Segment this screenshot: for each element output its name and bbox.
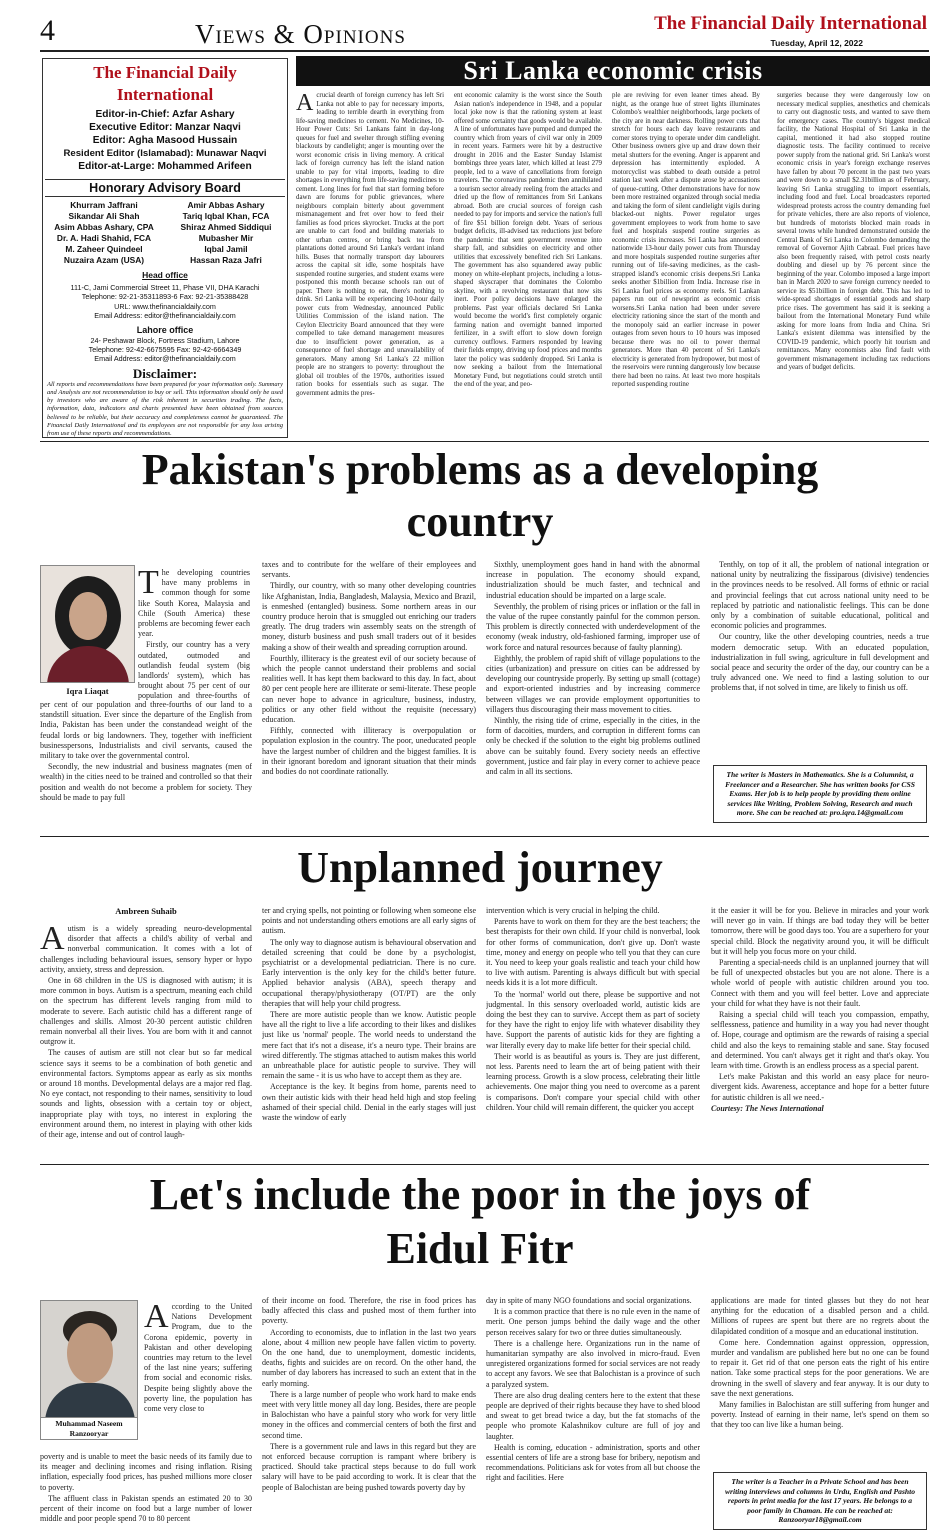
column-text: ple are reviving for even leaner times ahead. By night, as the orange hue of street lights illuminates Colombo's wealthier neighborhoods, large pockets of the city are in near darkness. Rolling power cuts that stretch for hours each day leave restaurants and corner stores trying to operate under dim candlelight. Other business owners give up and draw down their metal shutters for the evening. Anger is apparent and depression has intermittently exploded. A motorcyclist was stabbed to death outside a petrol station last week after a dispute arose by accusations of queue-cutting. Other demonstrations have for now been more restrained organized through social media and taking the form of silent candlelight vigils during blacked-out nights. Power regulator urges government employees to work from home to save fuel and hospitals suspend routine surgeries as economic crisis increases. Sri Lanka has announced nationwide 13-hour daily power cuts from Thursday and more hospitals suspended routine surgeries after running out of life-saving medicines, as the cash-strapped island's economic crisis deepens.Sri Lanka seeks another $1billion from India. Increase rise in Sri Lanka fuel prices as economy reels. Sri Lankan papers run out of newsprint as economic crisis worsens.Sri Lanka nation had been under severe electricity rationing since the start of the month and the monopoly said an earlier increase in power outages from seven hours to 10 hours was imposed because there was no oil to power thermal generators. More than 40 percent of Sri Lanka's electricity is generated from hydropower, but most of the reservoirs were running dangerously low because there had been no rains. At least two more hospitals reported suspending routine — [612, 92, 760, 388]
column-text: of their income on food. Therefore, the rise in food prices has badly affected this class and pushed most of them further into poverty. — [262, 1296, 476, 1326]
editor-line: Editor: Agha Masood Hussain — [92, 135, 238, 146]
article-column — [486, 560, 700, 832]
column-text: Seventhly, the problem of rising prices or inflation or the fall in the value of the rupee constantly painful for the common person. This problem is directly connected with underdevelopment of the economy (weak industry, old-fashioned farming, improper use of work force and natural resources because of faulty planning). — [486, 601, 700, 652]
article-column — [138, 568, 250, 700]
column-text: Secondly, the new industrial and business magnates (men of wealth) in the cities need to be trained and controlled so that their position and wealth do not become a problem for society. They should be made to pay full — [40, 762, 252, 802]
article-column — [144, 1302, 252, 1452]
board-members — [43, 200, 287, 266]
article-column — [612, 92, 760, 437]
article-column — [262, 906, 476, 1160]
board-member: Sikandar Ali Shah — [68, 211, 140, 221]
column-text: According to economists, due to inflation in the last two years alone, about 4 million new people have fallen victim to poverty. On the one hand, due to unemployment, domestic incidents, deaths, fights and suicides are on record. On the other hand, the number of day laborers has increased to such an extent that in the early morning. — [262, 1327, 476, 1388]
writer-bio: The writer is Masters in Mathematics. She is a Columnist, a Freelancer and a Researcher. She has written books for CSS Exams. Her job is to help people by providing them online services like Writing, Problem Solving, Research and much more. She can be reached at: pro.iqra.14@gmail.com — [713, 765, 927, 823]
column-text: Fifthly, connected with illiteracy is overpopulation or population explosion in the country. The poor, uneducated people have the largest number of children and the biggest families. It is in their ignorant boredom and ignorant situation that their minds and bodies do not coordinate rationally. — [262, 726, 476, 777]
address-line: 111-C, Jami Commercial Street 11, Phase VII, DHA Karachi — [70, 283, 260, 292]
column-text: intervention which is very crucial in helping the child. — [486, 906, 660, 915]
editors-list — [43, 108, 287, 173]
column-text: Many families in Balochistan are still suffering from hunger and poverty. Instead of earning in their name, let's spend on them so that they too can live like a human being. — [711, 1400, 929, 1430]
article-column — [40, 700, 252, 832]
column-text: There are also drug dealing centers here to the extent that these people are deprived of their rights because they have to shed blood and sweat to get bread twice a day, but the fat stomachs of the people who promote Kalashnikov culture are full of joy and laughter. — [486, 1390, 700, 1441]
lahore-office-info — [43, 336, 287, 364]
issue-date: Tuesday, April 12, 2022 — [770, 38, 863, 48]
address-line: 24- Peshawar Block, Fortress Stadium, Lahore — [90, 335, 240, 345]
column-text: Fourthly, illiteracy is the greatest evil of our society because of which the people cannot understand their problems and social realities well. It has kept them backward to this day. In fact, about 80 per cent people here are illiterate or semi-literate. These people can never hope to advance in agriculture, business, industry, politics or any other field without the requisite (necessary) education. — [262, 653, 476, 725]
article-column — [711, 560, 929, 760]
drop-cap: A — [40, 924, 65, 957]
unplanned-journey-headline: Unplanned journey — [297, 843, 663, 892]
column-text: Parents have to work on them for they are the best teachers; the best therapists for their own child. If your child is nonverbal, look for other forms of communication, don't give up. Don't waste time, money and energy on people who tell you that they can cure it. You need to keep your goals realistic and teach your child how to live with autism. Parenting is always difficult but with special needs kids it is a lot more difficult. — [486, 917, 700, 988]
column-text: One in 68 children in the US is diagnosed with autism; it is more common in boys. Autism is a spectrum, meaning each child on the spectrum has different levels ranging from mild to moderate to severe. Each autistic child has a different range of challenges and skills. Almost 20-30 percent autistic children remain nonverbal all their lives. You are born with it and cannot outgrow it. — [40, 976, 252, 1047]
column-text: Eighthly, the problem of rapid shift of village populations to the cities (urbanization) and pressure on cities can be addressed by developing our countryside properly. By setting up small (cottage) and export-oriented industries and by increasing commerce between villages we can provide employment opportunities to villagers thus discouraging their mass movement to cities. — [486, 653, 700, 714]
lead-text: he developing countries have many problems in common though for some like South Korea, Malaysia and Chile (South America) these problems are becoming fewer each year. — [138, 568, 250, 639]
board-member: Tariq Iqbal Khan, FCA — [182, 211, 270, 221]
board-member: Nuzaira Azam (USA) — [63, 255, 145, 265]
board-member: M. Zaheer Quindeel — [65, 244, 143, 254]
article-column — [711, 1296, 929, 1466]
editor-line: Resident Editor (Islamabad): Munawar Naqvi — [63, 148, 267, 159]
column-text: Health is coming, education - administration, sports and other essential centers of life are a strong base for bribery, nepotism and recommendations. Politicians ask for votes from all but choose the right and facilities. Here — [486, 1442, 700, 1483]
article-column — [296, 92, 444, 437]
masthead: The Financial Daily International — [654, 13, 927, 34]
article-column — [262, 560, 476, 832]
drop-cap: T — [138, 568, 159, 601]
column-text: taxes and to contribute for the welfare of their employees and servants. — [262, 560, 476, 580]
author-name: Muhammad Naseem Ranzooryar — [40, 1418, 138, 1440]
column-text: Tenthly, on top of it all, the problem of national integration or national unity by neutralizing the fissiparous (divisive) tendencies in the provinces needs to be resolved. All forms of ethnic or racial and provincial feelings that cut across national unity need to be replaced by patriotic and nationalistic feelings. This can be done only by a combination of suitable educational, political and economic policies and programmes. — [711, 560, 929, 631]
column-text: The affluent class in Pakistan spends an estimated 20 to 30 percent of their income on food but a large number of lower middle and poor people spend 70 to 80 percent — [40, 1493, 252, 1524]
column-text: It is a common practice that there is no rule even in the name of merit. One person jumps behind the daily wage and the other person receives salary for two or three duties simultaneously. — [486, 1307, 700, 1337]
column-text: Raising a special child will teach you compassion, empathy, selflessness, patience and humility in a way you had never thought of. Hope, courage and optimism are the rewards of raising a special child and also the keys to remaining stable and sane. Stay focused and determined. You can't always get it right and that's okay. You learn with time. Growth is an endless process as a special parent. — [711, 1010, 929, 1071]
article-column — [486, 906, 700, 1160]
address-line: Email Address: editor@thefinancialdaily.com — [94, 354, 236, 364]
author-photo — [40, 1300, 138, 1418]
column-text: ent economic calamity is the worst since the South Asian nation's independence in 1948, and a popular local joke now is that the rationing system at least offered some certainty that goods would be available. A line of unfortunates have pumped and dumped the country which from years of civil war only in 2009 in recent years. Farmers were hit by a destructive drought in 2016 and the Easter Sunday Islamist bombings three years later, which killed at least 279 people, led to a wave of cancellations from foreign travelers. The coronavirus pandemic then annihilated a tourism sector already reeling from the attacks and dried up the flow of remittances from Sri Lankans abroad. Both are crucial sources of foreign cash needed to pay for imports and service the nation's full of fire $51 billion foreign debt. Years of serious budget deficits, ill-advised tax reductions just before the pandemic that sent government revenue into sharp fall, and subsidies on electricity and other utilities that excessively benefited rich Sri Lankans. The government has also squandered away public money on white-elephant projects, including a lotus-shaped skyscraper that dominates the Colombo skyline, with a revolving restaurant that now sits inert. Poor policy decisions have enlarged the problems. Past year officials declared Sri Lanka would become the world's first completely organic farming nation and overnight banned imported fertilizer, in a swift effort to slow down foreign currency outflows. Farmers responded by leaving their fields empty, driving up food prices and months later the policy was suddenly dropped. Sri Lanka is now seeking a bailout from the International Monetary Fund, but negotiations could stretch until the end of the year, and peo- — [454, 92, 602, 388]
sri-lanka-headline: Sri Lanka economic crisis — [296, 56, 930, 86]
column-text: Parenting a special-needs child is an unplanned journey that will be full of unexpected obstacles but you are not alone. There is a whole world of people with autistic children around you too. Connect with them and you will feel better. Love and appreciate your child for what they have is not their fault. — [711, 958, 929, 1008]
board-title: Honorary Advisory Board — [45, 179, 285, 197]
address-line: URL: www.thefinancialdaily.com — [114, 301, 216, 311]
column-text: Sixthly, unemployment goes hand in hand with the abnormal increase in population. The economy should expand, industrialization should be much faster, and technical and industrial education should be imparted on a large scale. — [486, 560, 700, 600]
drop-cap: A — [144, 1302, 169, 1335]
author-name: Ambreen Suhaib — [115, 906, 177, 916]
column-text: Come here. Condemnation against oppression, oppression, murder and vandalism are published here but no one can be found to repair it. Get rid of that one person eats the right of his entire nation. Take some practical steps for the poor generations. We are drowning in the swell of slavery and fear anyway. It is our duty to save the next generations. — [711, 1337, 929, 1398]
column-text: applications are made for tinted glasses but they do not hear anything for the education of a disabled person and a child. Millions of rupees are spent but there are no regrets about the dilapidated condition of a mosque and an educational institution. — [711, 1296, 929, 1336]
board-member: Shiraz Ahmed Siddiqui — [180, 222, 272, 232]
editor-line: Editor-at-Large: Mohammed Arifeen — [78, 161, 252, 172]
column-text: The only way to diagnose autism is behavioural observation and detailed screening that could be done by a psychologist, psychiatrist or a developmental pediatrician. There is no cure. Early intervention is the only key for the child's better future. Applied behavior analysis (ABA), speech therapy and occupational therapy/physiotherapy (OT/PT) are the only therapies that will help your child progress. — [262, 937, 476, 1008]
column-text: it the easier it will be for you. Believe in miracles and your work will never go in vain. If things are bad today they will be better tomorrow, there will be good days too. You are a superhero for your special child. Block the negativity around you, it will be difficult but it will help you focus more on your child. — [711, 906, 929, 956]
column-text: day in spite of many NGO foundations and social organizations. — [486, 1296, 692, 1305]
column-text: Thirdly, our country, with so many other developing countries like Afghanistan, India, Bangladesh, Malaysia, Mexico and Brazil, is enmeshed (entangled) business. Some northern areas in our country produce heroin that is smuggled out enriching our traders greatly. The drug traders win assembly seats on the strength of money, disturb business and push small traders out of it besides making a show of their wealth and spreading corruption around. — [262, 581, 476, 652]
lead-text: ccording to the United Nations Development Program, due to the Corona epidemic, poverty in Pakistan and other developing countries may return to the level of the last nine years; suffering from social and economic risks. Despite being slightly above the poverty line, the population has come very close to — [144, 1302, 252, 1414]
head-office-title: Head office — [142, 270, 188, 280]
board-member: Amir Abbas Ashary — [187, 200, 265, 210]
board-member: Hassan Raza Jafri — [190, 255, 262, 265]
article-column — [40, 1452, 252, 1532]
article-column — [454, 92, 602, 437]
courtesy: Courtesy: The News International — [711, 1103, 824, 1113]
column-text: The causes of autism are still not clear but so far medical science says it seems to be a combination of both genetic and environmental factors. Symptoms appear as early as six months or around 18 months. Developmental delays are a major red flag. No eye contact, not responding to their names, sensitivity to loud sounds and lights, obsession with a certain toy or object, inappropriate play with toys, no interest in exploring the environment around them, no interest in playing with other kids of their age, intense and out of control laugh- — [40, 1048, 252, 1140]
section-title: Views & Opinions — [195, 19, 406, 49]
author-name: Iqra Liaqat — [66, 686, 109, 696]
column-text: crucial dearth of foreign currency has left Sri Lanka not able to pay for necessary imports, leading to terrible dearth in everything from life-saving medicines to cement. No Medicines, 10-Hour Power Cuts: Sri Lankans faint in day-long queues for fuel and swelter through stifling evening blackouts by candlelight; anger is mounting over the worst economic crisis in living memory. A critical lack of foreign currency has left the island nation unable to pay for vital imports, leading to dire shortages in everything from life-saving medicines to cement. Long lines for fuel that start forming before dawn are forums for public grievances, where neighbours complain bitterly about government mismanagement and fret over how to feed their families as food prices skyrocket. Trucks at the port are unable to cart food and building materials to other urban centres, or bring back tea from plantations dotted around Sri Lanka's verdant inland hills. Buses that normally transport day labourers across the capital sit idle, some hospitals have suspended routine surgeries, and student exams were postponed this month because schools ran out of paper. There is nothing to eat, there's nothing to drink. Sri Lanka will be experiencing 10-hour daily power cuts from Wednesday, announced Public Utilities Commission of the island nation. The Ceylon Electricity Board announced that they were compelled to take demand management measures due to insufficient power generation, as a consequence of fuel shortage and unavailability of generators. Many among Sri Lanka's 22 million people are no strangers to poverty: throughout the global oil troubles of the 1970s, authorities issued ration books for essentials such as sugar. The government admits the pres- — [296, 92, 444, 397]
editor-line: Editor-in-Chief: Azfar Ashary — [95, 109, 235, 120]
address-line: Telephone: 92-42-6675595 Fax: 92-42-6664349 — [88, 345, 242, 355]
article-column — [486, 1296, 700, 1532]
board-member: Mubasher Mir — [198, 233, 254, 243]
sidebar-box — [42, 58, 288, 438]
column-text: Their world is as beautiful as yours is. They are just different, not less. Parents need to learn the art of being patient with their learning process. Growth is a slow process, celebrating their little achievements. One major thing you need to overcome as a parent is comparisons. Don't compare your special child with other children. Your child will remain different, the quicker you accept — [486, 1051, 700, 1112]
editor-line: Executive Editor: Manzar Naqvi — [89, 122, 241, 133]
column-text: surgeries because they were dangerously low on necessary medical supplies, anesthetics and chemicals to carry out diagnostic tests, and wanted to save them for emergency cases. The country's biggest medical facility, the National Hospital of Sri Lanka in the capital, mentioned it had also stopped routine diagnostic tests. The facility continued to receive power supply from the national grid. Sri Lanka's worst economic crisis in year's foreign exchange reserves have fallen by about 70 percent in the past two years and were down to a small $2.31billion as of February, leaving Sri Lanka struggling to import essentials, including food and fuel. Local broadcasters reported widespread protests across the country demanding fuel for private vehicles, there are also reports of violence, but hundreds of motorists blocked main roads in several towns while hundred demonstrated outside the Central Bank of Sri Lanka in Colombo demanding the removal of Governor Ajith Cabraal. Fuel prices have also been frequently raised, with petrol costs nearly doubling and diesel up by 76 percent since the beginning of the year. Colombo imposed a large import ban in March 2020 to save foreign currency needed to service its $51billion in foreign debt. This has led to wide-spread shortages of essential goods and sharp price rises. The government has said it is seeking a bailout from the International Monetary Fund while asking for more loans from India and China. Sri Lanka's existent dilemma was intensified by the COVID-19 pandemic, which poorly hit tourism and remittances. Many economists also find fault with government mismanagement including tax reductions and years of budget deficits. — [777, 92, 930, 371]
address-line: Email Address: editor@thefinancialdaily.com — [94, 311, 236, 321]
column-text: Our country, like the other developing countries, needs a true modern democratic setup. With an educated population, industrialization in full swing, agriculture in full development and social peace and security the order of the day, our country can be a truly advanced one. We need to find a lasting solution to our problems that, if not solved in time, are likely to finish us off. — [711, 632, 929, 693]
column-text: There are more autistic people than we know. Autistic people have all the right to live a life according to their likes and dislikes just like us 'normal' people. The world needs to understand the mere fact that it's not a disease, it's a neuro type. Their brains are wired differently. The stigmas attached to autism makes this world an unbreathable place for autistic people to survive. They will remain the same - it is us who have to accept them as they are. — [262, 1010, 476, 1081]
head-office-info — [43, 283, 287, 321]
column-text: ter and crying spells, not pointing or following when someone else points and not understanding others emotions are all early signs of autism. — [262, 906, 476, 936]
board-member: Dr. A. Hadi Shahid, FCA — [56, 233, 152, 243]
writer-bio: The writer is a Teacher in a Private School and has been writing interviews and columns in Urdu, English and Pashto reports in print media for the last 17 years. He belongs to a poor family in Chaman. He can be reached at: Ranzooryar18@gmail.com — [713, 1472, 927, 1530]
column-text: To the 'normal' world out there, please be supportive and not judgmental. In this sensory overloaded world, autistic kids are doing the best they can to survive. Accept them as part of society for they have the right to enjoy life with whatever disability they have. Support the parents of autistic kids for they are fighting a war literally every day to make life better for their special child. — [486, 989, 700, 1050]
author-photo — [40, 565, 135, 683]
page-number: 4 — [40, 14, 55, 47]
column-text: There is a challenge here. Organizations run in the name of humanitarian sympathy are also involved in micro-fraud. Even unregistered organizations formed for social services are not ready to accept any favors. We see that Balochistan is a province of such a paralyzed system. — [486, 1338, 700, 1389]
article-column — [40, 924, 252, 1160]
column-text: There is a government rule and laws in this regard but they are not enforced because corruption is rampant where bribery is practiced. Should take practical steps because to do full work salary will have to be paid according to work. It is clear that the people of Balochistan are being pushed towards poverty day by — [262, 1441, 476, 1492]
column-text: Acceptance is the key. It begins from home, parents need to own their autistic kids with their head held high and stop feeling ashamed of their special child. Denial in the early stages will just waste the window of early — [262, 1082, 476, 1123]
column-text: utism is a widely spreading neuro-developmental disorder that affects a child's ability of verbal and nonverbal communication. It comes with a lot of challenges including behavioural issues, sensory hyper or hypo activity, anxiety, stress and depression. — [40, 924, 252, 974]
sidebar-title: The Financial Daily International — [93, 63, 237, 104]
drop-cap: A — [296, 92, 314, 116]
disclaimer-text: All reports and recommendations have been prepared for your information only. Summary and Analysis are not recommendation to buy or sell. This information should only be used by investors who are aware of the risk inherent in securities trading. The facts, information, data, indicators and charts presented have been obtained from sources believed to be reliable, but their accuracy and completeness cannot be guaranteed. The Financial Daily International and its employees are not responsible for any loss arising from use of these reports and recommendations. — [47, 380, 283, 438]
column-text: Firstly, our country has a very outdated, outmoded and outlandish feudal system (big landlords' system), which has brought about 75 per cent of our population and three-fourths of — [138, 640, 250, 700]
board-member: Khurram Jaffrani — [70, 200, 138, 210]
article-column — [262, 1296, 476, 1532]
column-text: per cent of our population and three-fourths of our land to a standstill situation. Ever since the departure of the English from India, Pakistan has been under the constandead weight of the feudal lords or big landowners. They, together with inefficient businesspersons, Industrialists and civil servants, caused the military to take over the governmental control. — [40, 700, 252, 761]
lahore-office-title: Lahore office — [136, 324, 194, 335]
column-text: poverty and is unable to meet the basic needs of its family due to its meager and declining incomes and rising inflation. Rising inflation, especially food prices, has pushed millions more closer to poverty. — [40, 1452, 252, 1492]
board-member: Asim Abbas Ashary, CPA — [54, 222, 154, 232]
article-column — [711, 906, 929, 1160]
address-line: Telephone: 92-21-35311893-6 Fax: 92-21-35388428 — [81, 292, 249, 302]
article-column — [777, 92, 930, 437]
pakistan-headline: Pakistan's problems as a developing country — [141, 445, 819, 546]
board-member: Iqbal Jamil — [204, 244, 248, 254]
disclaimer-title: Disclaimer: — [132, 365, 198, 381]
column-text: Ninthly, the rising tide of crime, especially in the cities, in the form of dacoities, murders, and corruption in different forms can only be checked if the solution to the eight big problems outlined above can be suitably found. Every society needs an effective government, justice and fair play in every corner to achieve peace and calm in all its sections. — [486, 716, 700, 777]
column-text: Let's make Pakistan and this world an easy place for neuro-divergent kids. Awareness, acceptance and hope for a better future for autistic children is all we need.- — [711, 1072, 929, 1102]
column-text: There is a large number of people who work hard to make ends meet with very little money all day long. Besides, there are people in Balochistan who have a painful story who work for very little money in the offices and commercial centers of both the first and second time. — [262, 1389, 476, 1440]
eid-headline: Let's include the poor in the joys of Eidul Fitr — [149, 1170, 811, 1273]
